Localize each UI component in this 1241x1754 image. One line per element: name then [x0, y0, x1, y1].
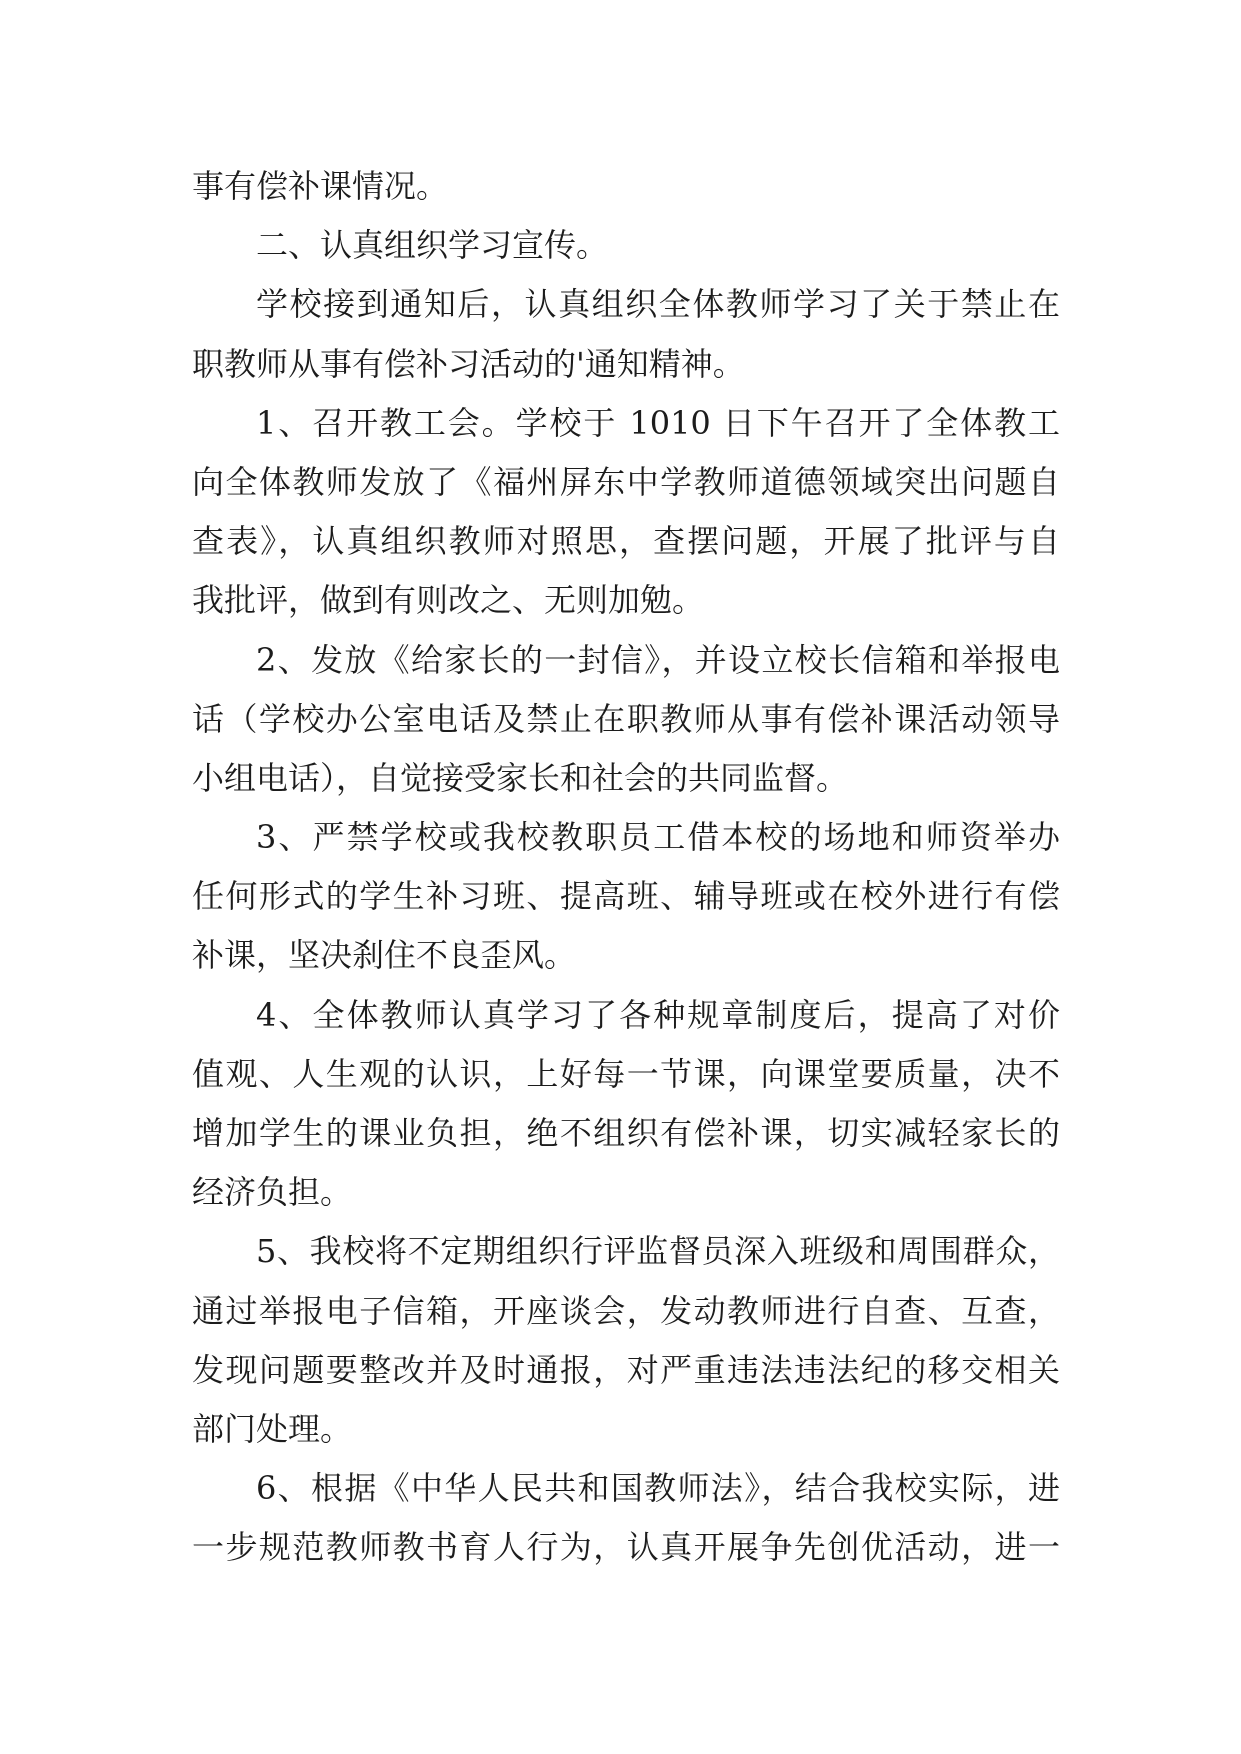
text-line: 任何形式的学生补习班、提高班、辅导班或在校外进行有偿	[192, 877, 1060, 916]
text-line: 小组电话），自觉接受家长和社会的共同监督。	[192, 758, 849, 797]
section-heading: 二、认真组织学习宣传。	[256, 226, 609, 265]
text-line: 职教师从事有偿补习活动的'通知精神。	[192, 344, 745, 383]
text-line: 我批评，做到有则改之、无则加勉。	[192, 581, 705, 620]
text-line: 补课，坚决刹住不良歪风。	[192, 936, 577, 975]
text-line: 事有偿补课情况。	[192, 167, 449, 205]
text-line: 增加学生的课业负担，绝不组织有偿补课，切实减轻家长的	[192, 1114, 1060, 1152]
text-line: 值观、人生观的认识，上好每一节课，向课堂要质量，决不	[192, 1054, 1060, 1093]
text-line: 部门处理。	[192, 1409, 353, 1448]
text-line: 一步规范教师教书育人行为，认真开展争先创优活动，进一	[192, 1528, 1060, 1567]
text-line: 发现问题要整改并及时通报，对严重违法违法纪的移交相关	[192, 1350, 1060, 1389]
text-line: 6、根据《中华人民共和国教师法》，结合我校实际，进	[256, 1469, 1060, 1508]
text-line: 3、严禁学校或我校教职员工借本校的场地和师资举办	[256, 818, 1060, 857]
text-line: 4、全体教师认真学习了各种规章制度后，提高了对价	[256, 995, 1060, 1034]
document-body	[192, 157, 1060, 1578]
text-line: 话（学校办公室电话及禁止在职教师从事有偿补课活动领导	[192, 699, 1060, 738]
text-line: 学校接到通知后，认真组织全体教师学习了关于禁止在	[256, 285, 1060, 324]
text-line: 1、召开教工会。学校于 1010 日下午召开了全体教工	[256, 403, 1060, 442]
text-line: 通过举报电子信箱，开座谈会，发动教师进行自查、互查，	[192, 1291, 1060, 1330]
text-line: 查表》，认真组织教师对照思，查摆问题，开展了批评与自	[192, 522, 1060, 561]
text-line: 2、发放《给家长的一封信》，并设立校长信箱和举报电	[256, 640, 1060, 679]
text-line: 向全体教师发放了《福州屏东中学教师道德领域突出问题自	[192, 462, 1060, 501]
text-line: 5、我校将不定期组织行评监督员深入班级和周围群众，	[256, 1232, 1060, 1271]
text-line: 经济负担。	[192, 1173, 353, 1212]
